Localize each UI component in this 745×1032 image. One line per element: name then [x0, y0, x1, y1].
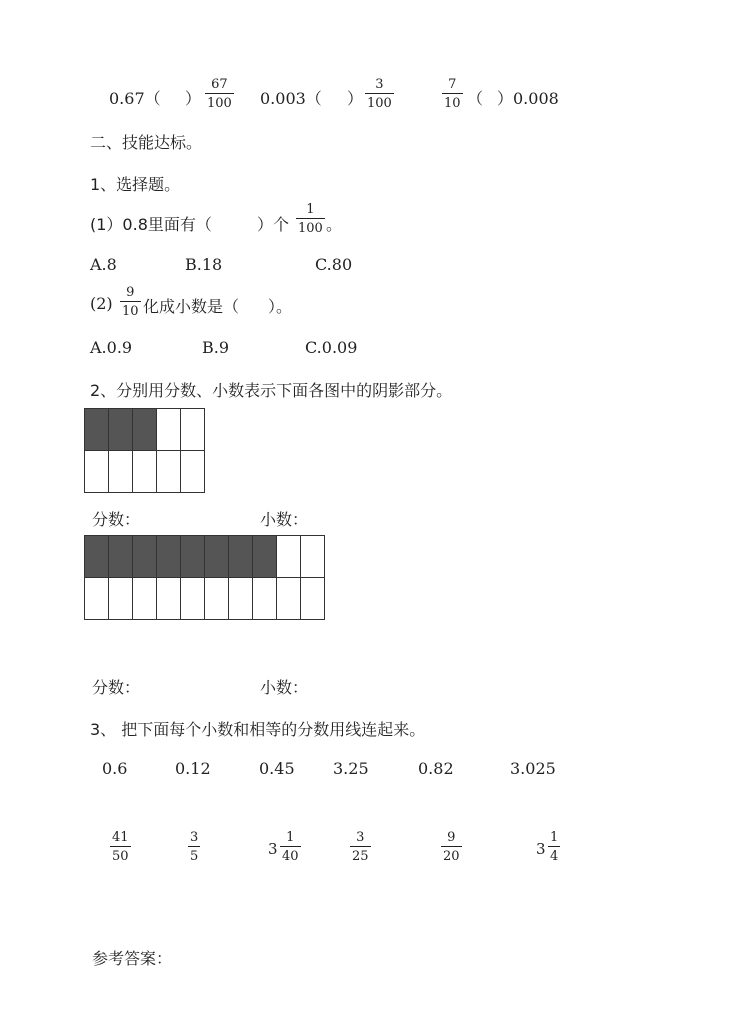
- fig2-fraction-label: 分数：: [92, 678, 141, 697]
- fraction-denominator: 10: [444, 96, 461, 111]
- section-heading: 二、技能达标。: [90, 133, 203, 152]
- grid-cell: [181, 409, 205, 451]
- grid-cell-shaded: [133, 536, 157, 578]
- grid-cell: [277, 578, 301, 620]
- grid-cell-shaded: [205, 536, 229, 578]
- q1-sub2-end: ）。: [268, 297, 293, 316]
- grid-cell-shaded: [109, 536, 133, 578]
- compare-1-right: ）: [185, 89, 202, 108]
- grid-cell-shaded: [85, 536, 109, 578]
- fraction-denominator: 40: [282, 849, 299, 864]
- grid-row: [85, 536, 325, 578]
- fraction-numerator: 3: [356, 830, 365, 845]
- grid-cell-shaded: [253, 536, 277, 578]
- compare-2-fraction: [365, 78, 394, 110]
- shaded-grid-2: [84, 535, 325, 620]
- grid-cell: [277, 536, 301, 578]
- grid-row: [85, 578, 325, 620]
- decimal-item: 0.6: [102, 759, 128, 778]
- fraction-denominator: 50: [112, 849, 129, 864]
- grid-cell-shaded: [109, 409, 133, 451]
- fraction-denominator: 10: [122, 304, 139, 319]
- fraction-numerator: 1: [550, 830, 559, 845]
- fraction-numerator: 7: [448, 77, 457, 92]
- decimal-item: 3.025: [510, 759, 556, 778]
- q1-sub1-option-a: A.8: [90, 255, 117, 274]
- compare-2-left: 0.003（: [260, 89, 322, 108]
- grid-cell: [157, 578, 181, 620]
- fraction-denominator: 20: [443, 849, 460, 864]
- matching-fraction: [350, 831, 371, 863]
- grid-cell: [133, 578, 157, 620]
- decimal-item: 0.45: [259, 759, 295, 778]
- compare-2-right: ）: [347, 89, 364, 108]
- q1-sub1-option-b: B.18: [185, 255, 223, 274]
- shaded-grid-1: [84, 408, 205, 493]
- matching-fraction: [548, 831, 560, 863]
- answers-title: 参考答案：: [92, 949, 173, 968]
- matching-fraction: [110, 831, 131, 863]
- fraction-numerator: 1: [286, 830, 295, 845]
- matching-fraction: [280, 831, 301, 863]
- fraction-numerator: 67: [211, 77, 228, 92]
- compare-1-fraction: [205, 78, 234, 110]
- fraction-denominator: 100: [367, 96, 392, 111]
- mixed-number-whole: 3: [268, 840, 278, 858]
- grid-cell: [85, 451, 109, 493]
- grid-cell: [301, 578, 325, 620]
- grid-cell-shaded: [157, 536, 181, 578]
- q1-sub2-option-b: B.9: [202, 338, 230, 357]
- grid-cell: [181, 578, 205, 620]
- grid-cell: [109, 578, 133, 620]
- grid-cell: [181, 451, 205, 493]
- compare-1-left: 0.67（: [109, 89, 161, 108]
- q1-sub2-suffix: 化成小数是（: [143, 297, 240, 316]
- q1-sub2-option-c: C.0.09: [305, 338, 358, 357]
- q1-title: 1、选择题。: [90, 175, 181, 194]
- grid-cell: [205, 578, 229, 620]
- grid-cell: [109, 451, 133, 493]
- decimal-item: 3.25: [333, 759, 369, 778]
- q1-sub1-option-c: C.80: [315, 255, 353, 274]
- fraction-numerator: 3: [190, 830, 199, 845]
- fig1-decimal-label: 小数：: [260, 510, 309, 529]
- fraction-denominator: 4: [550, 849, 559, 864]
- grid-cell: [157, 409, 181, 451]
- grid-cell: [133, 451, 157, 493]
- grid-row: [85, 409, 205, 451]
- grid-cell: [85, 578, 109, 620]
- grid-cell-shaded: [181, 536, 205, 578]
- q1-sub2-option-a: A.0.9: [90, 338, 133, 357]
- decimal-item: 0.82: [418, 759, 454, 778]
- q1-sub1-suffix: 。: [326, 215, 343, 234]
- fig1-fraction-label: 分数：: [92, 510, 141, 529]
- grid-cell: [229, 578, 253, 620]
- fraction-numerator: 9: [126, 285, 135, 300]
- q1-sub2-fraction: [120, 286, 141, 318]
- q1-sub1-prefix: (1）0.8里面有（: [90, 215, 212, 234]
- compare-3-fraction: [442, 78, 463, 110]
- fraction-numerator: 41: [112, 830, 129, 845]
- grid-row: [85, 451, 205, 493]
- fraction-numerator: 1: [306, 202, 315, 217]
- grid-cell-shaded: [133, 409, 157, 451]
- grid-cell: [157, 451, 181, 493]
- matching-fraction: [441, 831, 462, 863]
- q1-sub2-prefix: (2): [90, 294, 113, 313]
- compare-3-middle: （: [467, 89, 484, 108]
- decimal-item: 0.12: [175, 759, 211, 778]
- q2-title: 2、分别用分数、小数表示下面各图中的阴影部分。: [90, 381, 453, 400]
- fraction-denominator: 5: [190, 849, 199, 864]
- fraction-numerator: 9: [447, 830, 456, 845]
- q1-sub1-fraction: [296, 203, 325, 235]
- fraction-denominator: 100: [207, 96, 232, 111]
- grid-cell: [301, 536, 325, 578]
- q3-title: 3、 把下面每个小数和相等的分数用线连起来。: [90, 720, 426, 739]
- fraction-denominator: 25: [352, 849, 369, 864]
- mixed-number-whole: 3: [536, 840, 546, 858]
- fraction-denominator: 100: [298, 221, 323, 236]
- fraction-numerator: 3: [375, 77, 384, 92]
- grid-cell-shaded: [229, 536, 253, 578]
- grid-cell: [253, 578, 277, 620]
- q1-sub1-mid: ）个: [257, 215, 290, 234]
- grid-cell-shaded: [85, 409, 109, 451]
- fig2-decimal-label: 小数：: [260, 678, 309, 697]
- compare-3-right: ）0.008: [497, 89, 559, 108]
- matching-fraction: [188, 831, 200, 863]
